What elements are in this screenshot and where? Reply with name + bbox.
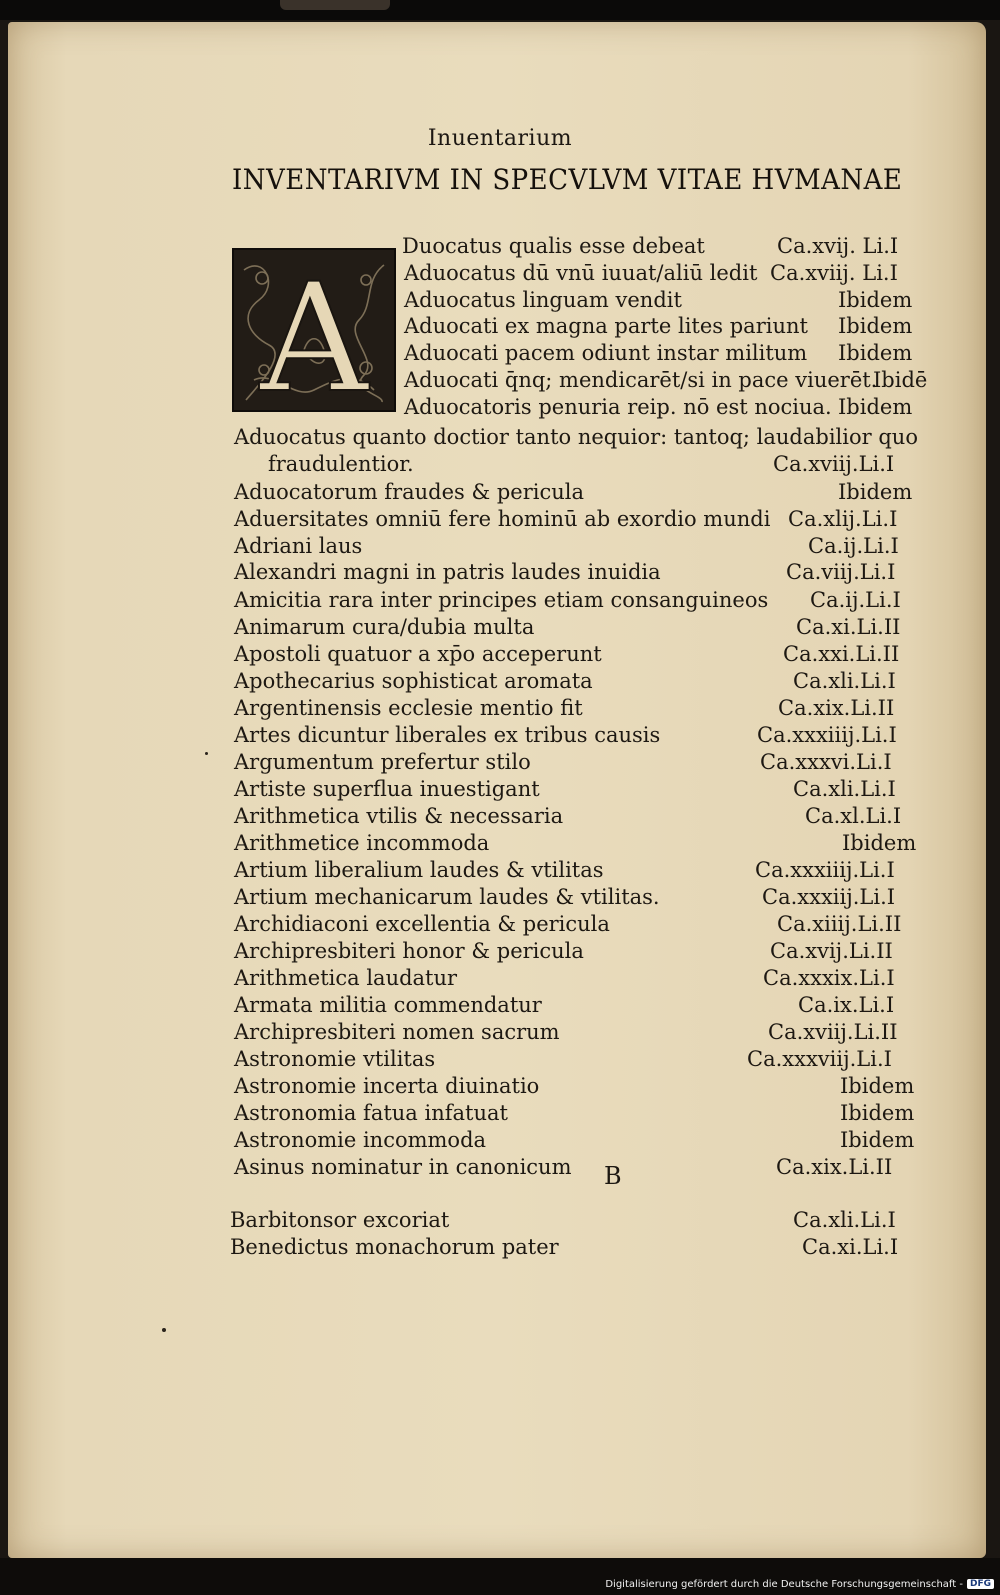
entry-reference: Ibidem (840, 1074, 915, 1098)
entry-lemma: Amicitia rara inter principes etiam consanguineos (234, 588, 769, 612)
entry-lemma: Asinus nominatur in canonicum (234, 1155, 572, 1179)
dfg-logo: DFG (967, 1579, 994, 1589)
entry-reference: Ca.viij.Li.I (786, 560, 896, 584)
index-entry (234, 884, 1000, 910)
entry-lemma: Arithmetice incommoda (234, 831, 490, 855)
entry-reference: Ca.xiiij.Li.II (777, 912, 902, 936)
entry-reference: Ca.xxi.Li.II (783, 642, 900, 666)
entry-lemma: Archipresbiteri honor & pericula (234, 939, 584, 963)
entry-reference: Ca.ix.Li.I (798, 993, 895, 1017)
initial-letter: A (259, 252, 369, 410)
entry-lemma: Apostoli quatuor a xp̄o acceperunt (234, 642, 602, 666)
entry-lemma: Barbitonsor excoriat (230, 1208, 450, 1232)
index-entry (234, 830, 1000, 856)
entry-reference: Ca.ij.Li.I (808, 534, 899, 558)
entry-reference: Ca.xxxviij.Li.I (747, 1047, 892, 1071)
index-entry (234, 1073, 1000, 1099)
entry-lemma: Animarum cura/dubia multa (234, 615, 535, 639)
entry-lemma: Alexandri magni in patris laudes inuidia (234, 560, 661, 584)
entry-lemma: Aduersitates omniū fere hominū ab exordio mundi (234, 507, 771, 531)
entry-reference: Ca.xvij. Li.I (777, 234, 899, 258)
running-head: Inuentarium (427, 126, 573, 151)
entry-reference: Ca.xvij.Li.II (770, 939, 893, 963)
entry-lemma: Armata militia commendatur (234, 993, 542, 1017)
index-entry (402, 233, 1000, 259)
entry-lemma: Astronomie incommoda (234, 1128, 487, 1152)
index-entry (404, 367, 1000, 393)
index-entry (234, 533, 1000, 559)
entry-reference: Ca.xl.Li.I (805, 804, 902, 828)
entry-reference: Ca.xviij.Li.I (773, 452, 895, 476)
entry-lemma: Apothecarius sophisticat aromata (234, 669, 593, 693)
credit-text: Digitalisierung gefördert durch die Deutsche Forschungsgemeinschaft - (605, 1578, 963, 1590)
index-entry (234, 641, 1000, 667)
entry-reference: Ca.xli.Li.I (793, 777, 896, 801)
ink-speck (162, 1328, 166, 1332)
entry-lemma: Aduocati pacem odiunt instar militum (404, 341, 808, 365)
entry-lemma: Artium liberalium laudes & vtilitas (234, 858, 604, 882)
entry-lemma: Astronomie incerta diuinatio (234, 1074, 540, 1098)
index-entry (234, 506, 1000, 532)
index-entry (230, 1207, 1000, 1233)
page-title: INVENTARIVM IN SPECVLVM VITAE HVMANAE (232, 163, 903, 196)
entry-reference: Ca.xxxiiij.Li.I (755, 858, 895, 882)
index-entry (234, 965, 1000, 991)
entry-lemma: Aduocatus dū vnū iuuat/aliū ledit (404, 261, 758, 285)
entry-reference: Ca.xi.Li.II (796, 615, 901, 639)
entry-reference: Ca.xix.Li.II (778, 696, 895, 720)
entry-reference: Ca.xli.Li.I (793, 1208, 896, 1232)
index-entry (234, 722, 1000, 748)
entry-reference: Ca.xviij.Li.II (768, 1020, 898, 1044)
index-entry (234, 559, 1000, 585)
index-entry (234, 749, 1000, 775)
entry-reference: Ibidem (838, 288, 913, 312)
entry-lemma: Archidiaconi excellentia & pericula (234, 912, 610, 936)
entry-reference: Ibidē (873, 368, 928, 392)
entry-lemma: Argentinensis ecclesie mentio fit (234, 696, 583, 720)
index-entry (404, 287, 1000, 313)
entry-lemma: Artiste superflua inuestigant (234, 777, 540, 801)
entry-lemma: Aduocatus quanto doctior tanto nequior: tantoq; laudabilior quo (234, 425, 918, 449)
section-letter-b: B (604, 1162, 622, 1190)
entry-lemma: Aduocatoris penuria reip. nō est nociua. (404, 395, 832, 419)
index-entry (404, 394, 1000, 420)
entry-lemma: Astronomie vtilitas (234, 1047, 436, 1071)
entry-lemma: Astronomia fatua infatuat (234, 1101, 508, 1125)
entry-lemma: Duocatus qualis esse debeat (402, 234, 705, 258)
entry-reference: Ca.xviij. Li.I (770, 261, 898, 285)
index-entry (234, 857, 1000, 883)
entry-reference: Ca.xi.Li.I (802, 1235, 899, 1259)
entry-reference: Ibidem (838, 314, 913, 338)
entry-lemma: Artes dicuntur liberales ex tribus causis (234, 723, 661, 747)
index-entry (234, 668, 1000, 694)
entry-reference: Ca.xxxix.Li.I (763, 966, 895, 990)
entry-reference: Ibidem (842, 831, 917, 855)
index-entry (234, 1127, 1000, 1153)
index-entry (234, 938, 1000, 964)
entry-reference: Ca.xxxvi.Li.I (760, 750, 892, 774)
index-entry (234, 1046, 1000, 1072)
entry-lemma: Aduocatus linguam vendit (404, 288, 682, 312)
entry-lemma: Artium mechanicarum laudes & vtilitas. (234, 885, 660, 909)
entry-reference: Ibidem (840, 1101, 915, 1125)
entry-lemma: Aduocati q̄nq; mendicarēt/si in pace viuerēt. (404, 368, 878, 392)
entry-lemma: Aduocati ex magna parte lites pariunt (404, 314, 808, 338)
entry-reference: Ca.xli.Li.I (793, 669, 896, 693)
index-entry (230, 1234, 1000, 1260)
entry-lemma: Argumentum prefertur stilo (234, 750, 531, 774)
index-entry (234, 695, 1000, 721)
ink-speck (205, 752, 208, 755)
entry-lemma: Archipresbiteri nomen sacrum (234, 1020, 560, 1044)
index-entry (234, 587, 1000, 613)
index-entry (268, 451, 1000, 477)
entry-reference: Ibidem (840, 1128, 915, 1152)
entry-reference: Ca.xxxiij.Li.I (762, 885, 896, 909)
entry-lemma: Adriani laus (234, 534, 363, 558)
bottom-border (0, 1558, 1000, 1595)
index-entry (234, 1019, 1000, 1045)
entry-lemma: Benedictus monachorum pater (230, 1235, 559, 1259)
entry-reference: Ca.xix.Li.II (776, 1155, 893, 1179)
index-entry (404, 260, 1000, 286)
digitization-credit (605, 1576, 994, 1592)
index-entry (234, 992, 1000, 1018)
entry-lemma: Aduocatorum fraudes & pericula (234, 480, 584, 504)
index-entry (404, 340, 1000, 366)
index-entry (234, 424, 1000, 450)
entry-reference: Ca.ij.Li.I (810, 588, 901, 612)
index-entry (234, 803, 1000, 829)
entry-reference: Ca.xxxiiij.Li.I (757, 723, 897, 747)
index-entry (234, 776, 1000, 802)
entry-lemma: Arithmetica vtilis & necessaria (234, 804, 564, 828)
entry-reference: Ibidem (838, 341, 913, 365)
entry-lemma: Arithmetica laudatur (234, 966, 458, 990)
entry-reference: Ibidem (838, 395, 913, 419)
index-entry (404, 313, 1000, 339)
index-entry (234, 614, 1000, 640)
index-entry (234, 479, 1000, 505)
entry-reference: Ca.xlij.Li.I (788, 507, 898, 531)
index-entry (234, 1100, 1000, 1126)
entry-lemma: fraudulentior. (268, 452, 414, 476)
index-entry (234, 911, 1000, 937)
entry-reference: Ibidem (838, 480, 913, 504)
